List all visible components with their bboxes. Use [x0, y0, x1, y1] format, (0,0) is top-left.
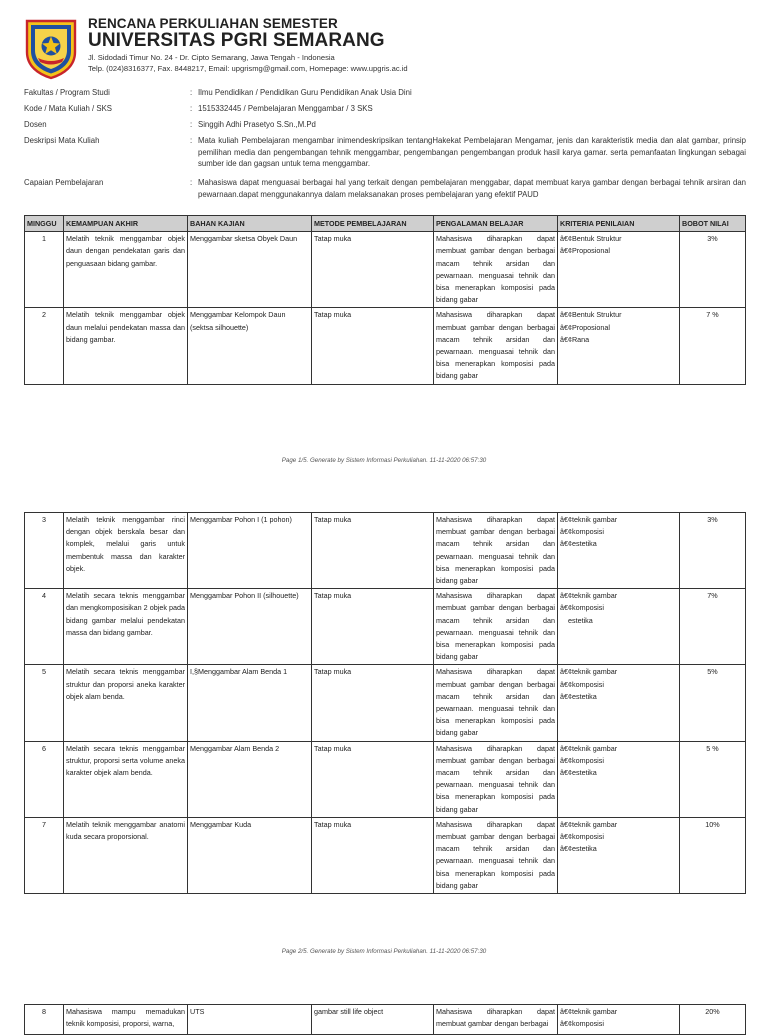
- method-cell: gambar still life object: [312, 1005, 434, 1035]
- weight-cell: 7%: [680, 589, 746, 665]
- info-value: Mahasiswa dapat menguasai berbagai hal yang terkait dengan pembelajaran menggabar, dapat membuat karya gambar dengan berbagai tehnik arsiran dan pewarnaan.dapat menggunakannya dalam melaksanakan proses pembelajaran yang efektif PAUD: [198, 178, 746, 199]
- info-row-description: Deskripsi Mata Kuliah : Mata kuliah Pembelajaran mengambar inimendeskripsikan tentangHakekat Pembelajaran Mengamar, jenis dan karakteristik media dan alat gambar, prinsip pemilihan media dan pengembangan tehnik menggambar, pengembangan pengembangan produk hasil karya gamar. serta pemanfaatan lingkungan sebagai sumber ide dan gagsan untuk tema menggambar.: [24, 135, 746, 177]
- material-cell: Menggambar Pohon II (silhouette): [188, 589, 312, 665]
- table-row: [25, 817, 746, 893]
- experience-cell: Mahasiswa diharapkan dapat membuat gambar dengan berbagai macam tehnik arsidan dan pewarnaan. menguasai tehnik dan bisa menerapkan komposisi pada bidang gabar: [434, 665, 558, 741]
- document-header: [24, 14, 744, 84]
- info-label: Kode / Mata Kuliah / SKS: [24, 104, 112, 113]
- info-row-lecturer: Dosen : Singgih Adhi Prasetyo S.Sn.,M.Pd: [24, 119, 746, 135]
- ability-cell: Melatih teknik menggambar anatomi kuda secara proporsional.: [64, 817, 188, 893]
- material-cell: UTS: [188, 1005, 312, 1035]
- weight-cell: 7 %: [680, 308, 746, 384]
- experience-cell: Mahasiswa diharapkan dapat membuat gambar dengan berbagai macam tehnik arsidan dan pewarnaan. menguasai tehnik dan bisa menerapkan komposisi pada bidang gabar: [434, 817, 558, 893]
- experience-cell: Mahasiswa diharapkan dapat membuat gambar dengan berbagai: [434, 1005, 558, 1035]
- week-cell: 2: [25, 308, 64, 384]
- criteria-cell: â€¢teknik gambar â€¢komposisi â€¢estetika: [558, 513, 680, 589]
- table-row: [25, 232, 746, 308]
- weight-cell: 5%: [680, 665, 746, 741]
- week-cell: 7: [25, 817, 64, 893]
- table-row: [25, 513, 746, 589]
- info-label: Capaian Pembelajaran: [24, 178, 104, 187]
- column-header-method: METODE PEMBELAJARAN: [312, 216, 434, 232]
- info-label: Fakultas / Program Studi: [24, 88, 110, 97]
- weight-cell: 5 %: [680, 741, 746, 817]
- experience-cell: Mahasiswa diharapkan dapat membuat gambar dengan berbagai macam tehnik arsidan dan pewarnaan. menguasai tehnik dan bisa menerapkan komposisi pada bidang gabar: [434, 308, 558, 384]
- university-address: Jl. Sidodadi Timur No. 24 - Dr. Cipto Semarang, Jawa Tengah - Indonesia: [88, 53, 335, 62]
- document-subtitle: RENCANA PERKULIAHAN SEMESTER: [88, 16, 338, 31]
- column-header-experience: PENGALAMAN BELAJAR: [434, 216, 558, 232]
- ability-cell: Mahasiswa mampu memadukan teknik komposisi, proporsi, warna,: [64, 1005, 188, 1035]
- info-row-outcome: Capaian Pembelajaran : Mahasiswa dapat menguasai berbagai hal yang terkait dengan pembelajaran menggabar, dapat membuat karya gambar dengan berbagai tehnik arsiran dan pewarnaan.dapat menggunakannya dalam melaksanakan proses pembelajaran yang efektif PAUD: [24, 177, 746, 205]
- weight-cell: 10%: [680, 817, 746, 893]
- info-value: Singgih Adhi Prasetyo S.Sn.,M.Pd: [198, 120, 316, 129]
- info-row-faculty: Fakultas / Program Studi : Ilmu Pendidikan / Pendidikan Guru Pendidikan Anak Usia Dini: [24, 87, 746, 103]
- info-value: 1515332445 / Pembelajaran Menggambar / 3 SKS: [198, 104, 373, 113]
- rps-table-page-3: [24, 1004, 746, 1035]
- column-header-criteria: KRITERIA PENILAIAN: [558, 216, 680, 232]
- material-cell: Menggambar Alam Benda 2: [188, 741, 312, 817]
- experience-cell: Mahasiswa diharapkan dapat membuat gambar dengan berbagai macam tehnik arsidan dan pewarnaan. menguasai tehnik dan bisa menerapkan komposisi pada bidang gabar: [434, 741, 558, 817]
- university-name: UNIVERSITAS PGRI SEMARANG: [88, 30, 385, 51]
- criteria-cell: â€¢teknik gambar â€¢komposisi â€¢estetika: [558, 665, 680, 741]
- material-cell: ï,§Menggambar Alam Benda 1: [188, 665, 312, 741]
- column-header-weight: BOBOT NILAI: [680, 216, 746, 232]
- week-cell: 8: [25, 1005, 64, 1035]
- method-cell: Tatap muka: [312, 817, 434, 893]
- column-header-material: BAHAN KAJIAN: [188, 216, 312, 232]
- table-row: [25, 665, 746, 741]
- page-footer: Page 2/5. Generate by Sistem Informasi Perkuliahan. 11-11-2020 06:57:30: [281, 948, 487, 955]
- material-cell: Menggambar Kuda: [188, 817, 312, 893]
- material-cell: Menggambar Pohon I (1 pohon): [188, 513, 312, 589]
- info-value: Mata kuliah Pembelajaran mengambar inimendeskripsikan tentangHakekat Pembelajaran Mengamar, jenis dan karakteristik media dan alat gambar, prinsip pemilihan media dan pengembangan tehnik menggambar, pengembangan pengembangan produk hasil karya gamar. serta pemanfaatan lingkungan sebagai sumber ide dan gagsan untuk tema menggambar.: [198, 136, 746, 168]
- table-header-row: [25, 216, 746, 232]
- table-row: [25, 589, 746, 665]
- ability-cell: Melatih secara teknis menggambar dan mengkomposisikan 2 objek pada bidang gambar melalui pendekatan massa dan bidang gambar.: [64, 589, 188, 665]
- week-cell: 4: [25, 589, 64, 665]
- column-header-week: MINGGU: [25, 216, 64, 232]
- table-row: [25, 741, 746, 817]
- table-row: [25, 1005, 746, 1035]
- info-value: Ilmu Pendidikan / Pendidikan Guru Pendidikan Anak Usia Dini: [198, 88, 412, 97]
- ability-cell: Melatih secara teknis menggambar struktur, proporsi serta volume aneka karakter objek alam benda.: [64, 741, 188, 817]
- ability-cell: Melatih teknik menggambar rinci dengan objek berskala besar dan komplek, melalui garis untuk membentuk massa dan karakter objek.: [64, 513, 188, 589]
- method-cell: Tatap muka: [312, 232, 434, 308]
- course-info: [24, 87, 746, 205]
- week-cell: 6: [25, 741, 64, 817]
- weight-cell: 3%: [680, 232, 746, 308]
- info-row-code: Kode / Mata Kuliah / SKS : 1515332445 / Pembelajaran Menggambar / 3 SKS: [24, 103, 746, 119]
- criteria-cell: â€¢teknik gambar â€¢komposisi â€¢estetika: [558, 741, 680, 817]
- ability-cell: Melatih teknik menggambar objek daun dengan pendekatan garis dan penguasaan bidang gambar.: [64, 232, 188, 308]
- info-label: Deskripsi Mata Kuliah: [24, 136, 100, 145]
- method-cell: Tatap muka: [312, 741, 434, 817]
- rps-table-page-1: [24, 215, 746, 385]
- criteria-cell: â€¢teknik gambar â€¢komposisi â€¢estetika: [558, 817, 680, 893]
- week-cell: 5: [25, 665, 64, 741]
- university-logo: [24, 18, 78, 80]
- ability-cell: Melatih teknik menggambar objek daun melalui pendekatan massa dan bidang gambar.: [64, 308, 188, 384]
- method-cell: Tatap muka: [312, 308, 434, 384]
- method-cell: Tatap muka: [312, 589, 434, 665]
- method-cell: Tatap muka: [312, 513, 434, 589]
- criteria-cell: â€¢teknik gambar â€¢komposisi: [558, 1005, 680, 1035]
- material-cell: Menggambar sketsa Obyek Daun: [188, 232, 312, 308]
- week-cell: 1: [25, 232, 64, 308]
- column-header-ability: KEMAMPUAN AKHIR: [64, 216, 188, 232]
- material-cell: Menggambar Kelompok Daun (sektsa silhouette): [188, 308, 312, 384]
- criteria-cell: â€¢Bentuk Struktur â€¢Proposional: [558, 232, 680, 308]
- page-footer: Page 1/5. Generate by Sistem Informasi Perkuliahan. 11-11-2020 06:57:30: [281, 457, 487, 464]
- week-cell: 3: [25, 513, 64, 589]
- method-cell: Tatap muka: [312, 665, 434, 741]
- ability-cell: Melatih secara teknis menggambar struktur dan proporsi aneka karakter objek alam benda.: [64, 665, 188, 741]
- university-contact: Telp. (024)8316377, Fax. 8448217, Email: upgrismg@gmail.com, Homepage: www.upgris.ac.id: [88, 64, 408, 73]
- rps-table-page-2: [24, 512, 746, 894]
- info-label: Dosen: [24, 120, 47, 129]
- criteria-cell: â€¢Bentuk Struktur â€¢Proposional â€¢Rana: [558, 308, 680, 384]
- weight-cell: 20%: [680, 1005, 746, 1035]
- weight-cell: 3%: [680, 513, 746, 589]
- table-row: [25, 308, 746, 384]
- experience-cell: Mahasiswa diharapkan dapat membuat gambar dengan berbagai macam tehnik arsidan dan pewarnaan. menguasai tehnik dan bisa menerapkan komposisi pada bidang gabar: [434, 232, 558, 308]
- experience-cell: Mahasiswa diharapkan dapat membuat gambar dengan berbagai macam tehnik arsidan dan pewarnaan. menguasai tehnik dan bisa menerapkan komposisi pada bidang gabar: [434, 513, 558, 589]
- experience-cell: Mahasiswa diharapkan dapat membuat gambar dengan berbagai macam tehnik arsidan dan pewarnaan. menguasai tehnik dan bisa menerapkan komposisi pada bidang gabar: [434, 589, 558, 665]
- criteria-cell: â€¢teknik gambar â€¢komposisi estetika: [558, 589, 680, 665]
